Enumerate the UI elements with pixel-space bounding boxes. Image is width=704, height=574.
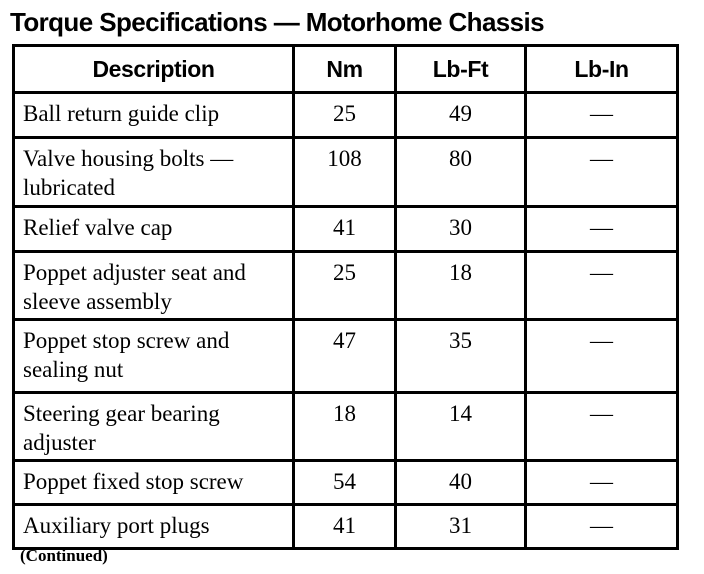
description-cell: Ball return guide clip — [14, 93, 294, 138]
column-header-lb-ft: Lb-Ft — [396, 46, 526, 93]
description-cell: Relief valve cap — [14, 207, 294, 252]
lb-ft-cell: 14 — [396, 393, 526, 461]
lb-ft-cell: 49 — [396, 93, 526, 138]
page-title: Torque Specifications — Motorhome Chassis — [10, 7, 545, 37]
nm-cell: 108 — [294, 138, 396, 207]
nm-cell: 47 — [294, 320, 396, 393]
lb-ft-cell: 30 — [396, 207, 526, 252]
nm-cell: 41 — [294, 505, 396, 549]
lb-in-cell: — — [526, 252, 678, 320]
table-row — [14, 252, 678, 320]
description-cell: Poppet adjuster seat and sleeve assembly — [14, 252, 294, 320]
lb-in-cell: — — [526, 93, 678, 138]
description-cell: Valve housing bolts — lubricated — [14, 138, 294, 207]
table-row — [14, 505, 678, 549]
continued-note: (Continued) — [20, 546, 108, 565]
lb-in-cell: — — [526, 207, 678, 252]
nm-cell: 54 — [294, 461, 396, 505]
lb-ft-cell: 80 — [396, 138, 526, 207]
nm-cell: 25 — [294, 252, 396, 320]
lb-in-cell: — — [526, 505, 678, 549]
nm-cell: 18 — [294, 393, 396, 461]
table-row — [14, 320, 678, 393]
table-row — [14, 93, 678, 138]
lb-ft-cell: 35 — [396, 320, 526, 393]
table-row — [14, 138, 678, 207]
table-row — [14, 207, 678, 252]
lb-in-cell: — — [526, 461, 678, 505]
lb-in-cell: — — [526, 393, 678, 461]
lb-in-cell: — — [526, 320, 678, 393]
table-row — [14, 461, 678, 505]
column-header-description: Description — [14, 46, 294, 93]
description-cell: Steering gear bearing adjuster — [14, 393, 294, 461]
column-header-nm: Nm — [294, 46, 396, 93]
lb-ft-cell: 31 — [396, 505, 526, 549]
table-header-row — [14, 46, 678, 93]
lb-ft-cell: 18 — [396, 252, 526, 320]
column-header-lb-in: Lb-In — [526, 46, 678, 93]
nm-cell: 41 — [294, 207, 396, 252]
torque-spec-table — [12, 44, 679, 550]
description-cell: Poppet stop screw and sealing nut — [14, 320, 294, 393]
nm-cell: 25 — [294, 93, 396, 138]
description-cell: Poppet fixed stop screw — [14, 461, 294, 505]
description-cell: Auxiliary port plugs — [14, 505, 294, 549]
table-row — [14, 393, 678, 461]
lb-in-cell: — — [526, 138, 678, 207]
lb-ft-cell: 40 — [396, 461, 526, 505]
